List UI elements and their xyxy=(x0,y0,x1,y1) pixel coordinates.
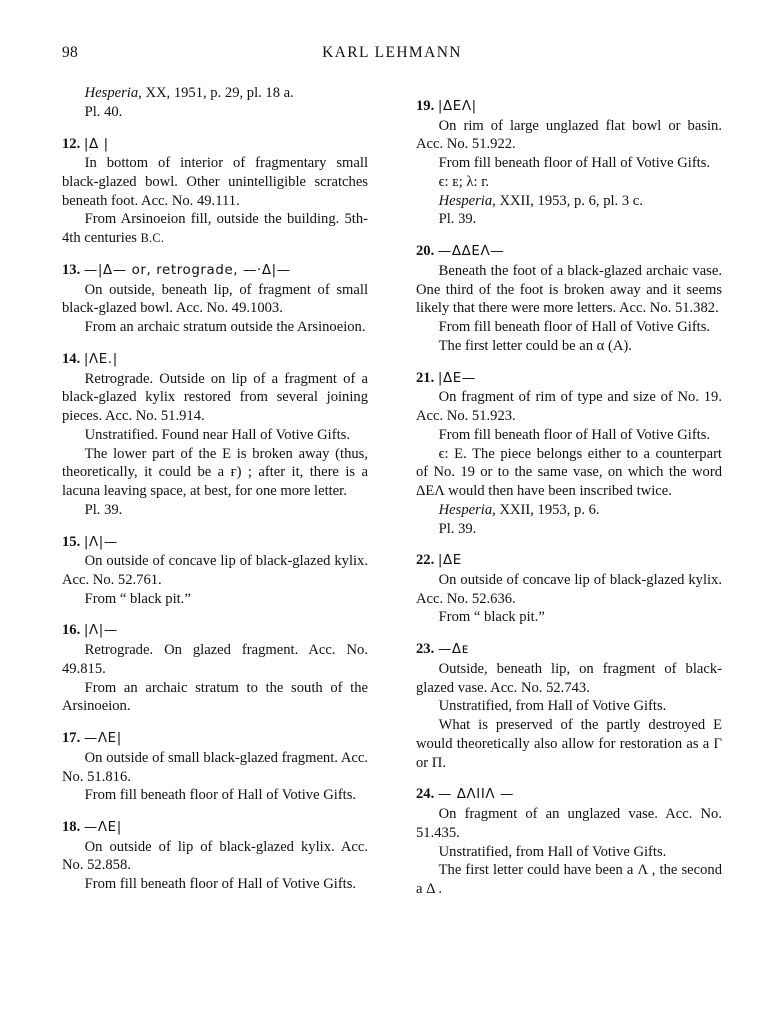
body-paragraph: On rim of large unglazed flat bowl or basin. Acc. No. 51.922. xyxy=(416,117,722,153)
page-header xyxy=(62,44,722,64)
body-paragraph: Beneath the foot of a black-glazed archaic vase. One third of the foot is broken away and it seems likely that there were more letters. Acc. No. 51.382. xyxy=(416,262,722,317)
body-paragraph: On fragment of an unglazed vase. Acc. No. 51.435. xyxy=(416,806,722,841)
entry-number: 22. xyxy=(416,552,435,569)
entry-number: 24. xyxy=(416,786,435,803)
era-abbrev: B.C. xyxy=(140,231,165,246)
entry-heading xyxy=(416,640,722,659)
body-paragraph: Hesperia, XXII, 1953, p. 6. xyxy=(438,501,600,518)
body-paragraph: From fill beneath floor of Hall of Votive Gifts. xyxy=(438,319,711,336)
entry-number: 15. xyxy=(62,533,81,550)
folio-number: 98 xyxy=(62,44,78,61)
body-paragraph: The lower part of the E is broken away (thus, theoretically, it could be a ғ) ; after it, there is a lacuna leaving space, at best, for one more letter. xyxy=(62,445,368,500)
entry-number: 14. xyxy=(62,350,81,367)
body-paragraph: Hesperia, XX, 1951, p. 29, pl. 18 a. xyxy=(84,85,294,101)
body-paragraph: From fill beneath floor of Hall of Votive Gifts. xyxy=(84,787,357,804)
inscription-glyphs: |ΔEΛ| xyxy=(437,99,477,114)
body-paragraph: The first letter could have been a Λ , the second a Δ . xyxy=(416,862,722,898)
entry-heading xyxy=(416,551,722,570)
body-paragraph: From an archaic stratum to the south of the Arsinoeion. xyxy=(62,679,368,715)
body-paragraph: On outside of concave lip of black-glazed kylix. Acc. No. 52.636. xyxy=(416,571,722,607)
left-column xyxy=(62,84,368,899)
entry-heading xyxy=(62,533,368,552)
inscription-glyphs: |ΔE— xyxy=(437,370,476,386)
body-paragraph: Unstratified, from Hall of Votive Gifts. xyxy=(438,698,667,715)
running-title: KARL LEHMANN xyxy=(322,44,462,61)
body-paragraph: Pl. 40. xyxy=(84,103,123,120)
entry-heading xyxy=(62,135,368,154)
inscription-glyphs: —|Δ— or, retrograde, —·Δ|— xyxy=(83,262,291,278)
body-paragraph: On outside of small black-glazed fragment. Acc. No. 51.816. xyxy=(62,749,368,785)
body-paragraph: Unstratified, from Hall of Votive Gifts. xyxy=(438,843,667,860)
entry-heading xyxy=(416,369,722,388)
entry-number: 12. xyxy=(62,135,81,152)
body-paragraph: From fill beneath floor of Hall of Votive Gifts. xyxy=(84,876,357,893)
entry-heading xyxy=(62,729,368,748)
body-paragraph: Pl. 39. xyxy=(84,501,123,518)
inscription-glyphs: —ΔΔEΛ— xyxy=(437,244,505,260)
body-paragraph: The first letter could be an α (A). xyxy=(438,337,632,354)
body-paragraph: ϵ: ᴇ; λ: г. xyxy=(438,173,490,190)
entry-number: 21. xyxy=(416,369,435,386)
entry-number: 20. xyxy=(416,243,435,260)
right-column xyxy=(416,84,722,899)
journal-title: Hesperia xyxy=(438,501,493,518)
body-paragraph: What is preserved of the partly destroyed E would theoretically also allow for restoration as a Γ or Π. xyxy=(416,717,722,771)
inscription-glyphs: |Λ|— xyxy=(83,623,118,639)
entry-number: 18. xyxy=(62,819,81,836)
inscription-glyphs: |ΛE.| xyxy=(83,351,118,367)
inscription-glyphs: |Λ|— xyxy=(83,534,118,550)
body-paragraph: From an archaic stratum outside the Arsinoeion. xyxy=(84,319,366,336)
entry-heading xyxy=(62,818,368,837)
entry-heading xyxy=(62,261,368,280)
journal-title: Hesperia xyxy=(84,85,139,101)
body-paragraph: From fill beneath floor of Hall of Votive Gifts. xyxy=(438,426,711,443)
body-paragraph: From Arsinoeion fill, outside the building. 5th-4th centuries B.C. xyxy=(62,211,368,247)
body-paragraph: Pl. 39. xyxy=(438,520,477,537)
entry-number: 23. xyxy=(416,641,435,658)
body-paragraph: Retrograde. Outside on lip of a fragment of a black-glazed kylix restored from several joining pieces. Acc. No. 51.914. xyxy=(62,370,368,425)
entry-heading xyxy=(416,242,722,261)
entry-number: 17. xyxy=(62,730,81,747)
body-paragraph: From fill beneath floor of Hall of Votive Gifts. xyxy=(438,155,711,172)
inscription-glyphs: |ΔE xyxy=(437,553,462,569)
inscription-glyphs: |Δ | xyxy=(83,136,109,152)
body-paragraph: Unstratified. Found near Hall of Votive Gifts. xyxy=(84,426,350,443)
body-paragraph: On outside, beneath lip, of fragment of small black-glazed bowl. Acc. No. 49.1003. xyxy=(62,281,368,317)
inscription-glyphs: — ΔΛIIΛ — xyxy=(437,787,514,803)
entry-heading xyxy=(416,785,722,804)
body-paragraph: In bottom of interior of fragmentary small black-glazed bowl. Other unintelligible scratches beneath foot. Acc. No. 49.111. xyxy=(62,155,368,209)
inscription-glyphs: —ΛE| xyxy=(83,731,122,747)
body-paragraph: Retrograde. On glazed fragment. Acc. No. 49.815. xyxy=(62,642,368,677)
entry-number: 13. xyxy=(62,261,81,278)
entry-heading xyxy=(62,350,368,369)
body-paragraph: Outside, beneath lip, on fragment of black-glazed vase. Acc. No. 52.743. xyxy=(416,660,722,696)
body-paragraph: ϵ: E. The piece belongs either to a counterpart of No. 19 or to the same vase, on which the word ΔEΛ would then have been inscribed twice. xyxy=(416,445,722,500)
body-paragraph: On outside of concave lip of black-glazed kylix. Acc. No. 52.761. xyxy=(62,553,368,588)
inscription-glyphs: —ΛE| xyxy=(83,820,122,836)
body-paragraph: From “ black pit.” xyxy=(84,590,191,607)
body-paragraph: On fragment of rim of type and size of No. 19. Acc. No. 51.923. xyxy=(416,389,722,425)
body-paragraph: Pl. 39. xyxy=(438,211,477,228)
entry-number: 16. xyxy=(62,622,81,639)
body-paragraph: Hesperia, XXII, 1953, p. 6, pl. 3 c. xyxy=(438,192,643,209)
entry-number: 19. xyxy=(416,98,435,114)
body-paragraph: On outside of lip of black-glazed kylix. Acc. No. 52.858. xyxy=(62,838,368,874)
inscription-glyphs: —Δᴇ xyxy=(437,642,469,658)
body-paragraph: From “ black pit.” xyxy=(438,609,545,626)
text-columns xyxy=(62,84,722,899)
entry-heading xyxy=(416,97,722,116)
entry-heading xyxy=(62,621,368,640)
journal-title: Hesperia xyxy=(438,192,493,209)
